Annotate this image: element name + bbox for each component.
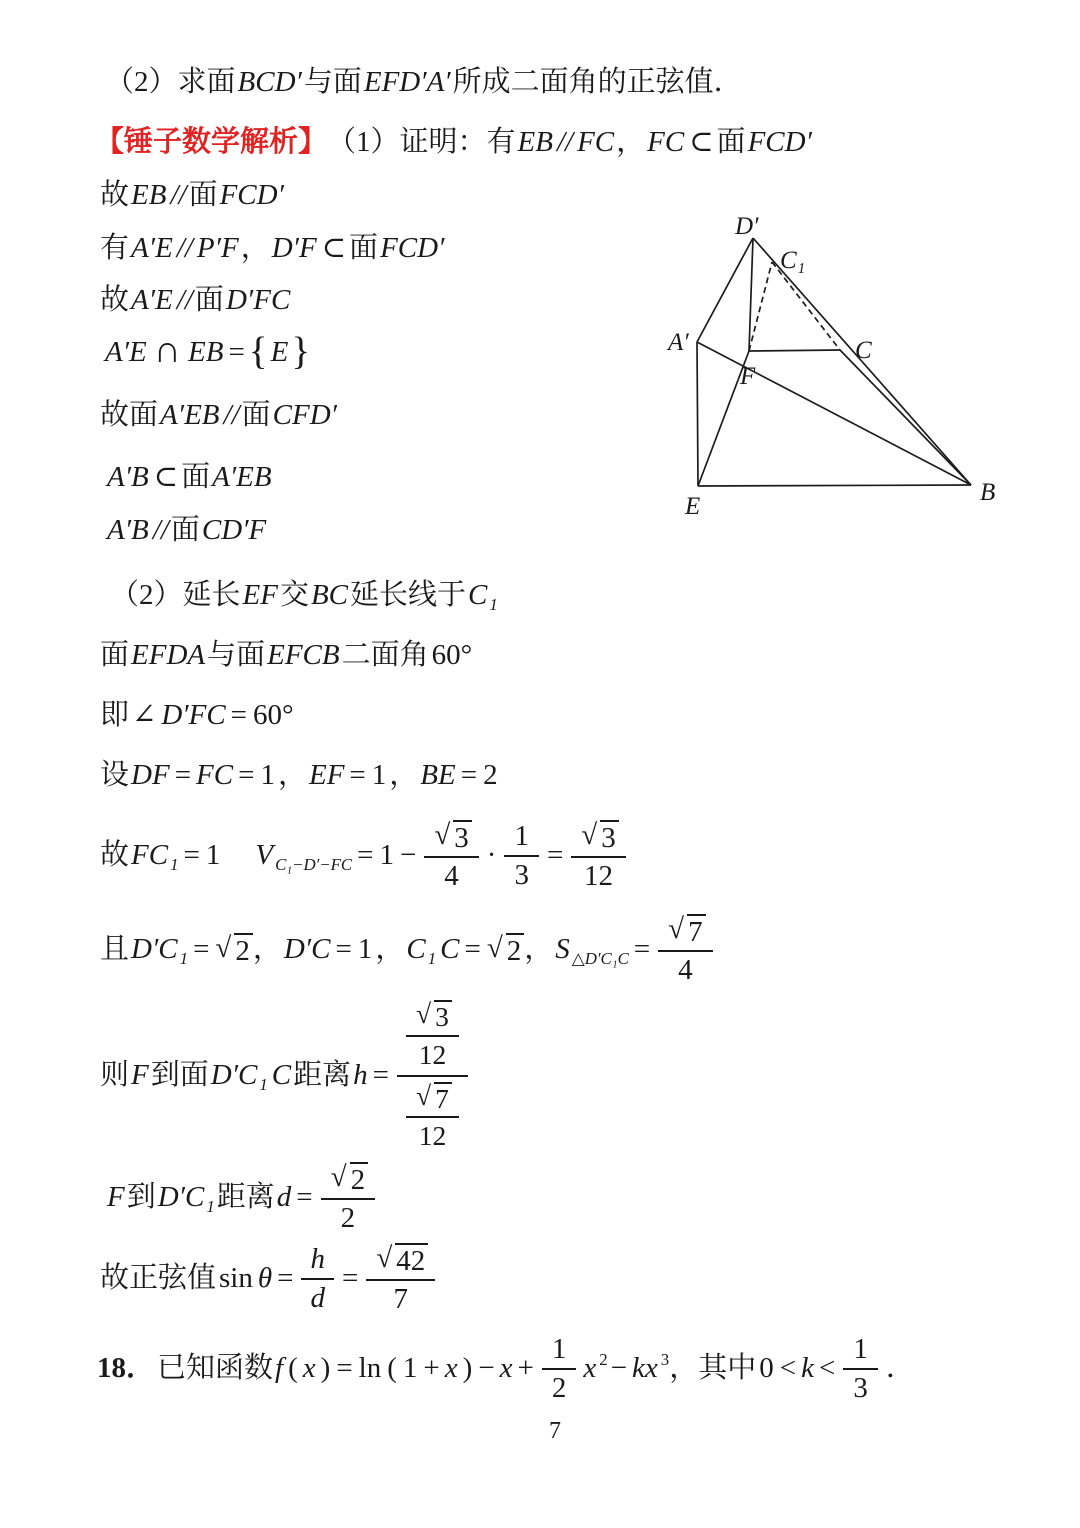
token-cn: 故正弦值 bbox=[100, 1262, 217, 1295]
vertex-label-c: C bbox=[855, 337, 872, 364]
token-rm: = bbox=[349, 759, 366, 792]
token-cn: ， bbox=[524, 933, 554, 966]
token-frac bbox=[366, 1243, 435, 1316]
token-rm: ⊂ bbox=[153, 461, 179, 494]
proof-line-intersection bbox=[103, 327, 311, 379]
token-cn: 面 bbox=[100, 639, 130, 672]
token-sub: 1 bbox=[489, 595, 498, 615]
token-rm: = bbox=[277, 1262, 294, 1295]
token-it: kx bbox=[632, 1352, 658, 1385]
token-rm: + bbox=[423, 1352, 440, 1385]
token-frac bbox=[658, 914, 712, 987]
token-cn: 面 bbox=[349, 232, 379, 265]
token-rm: 12 bbox=[418, 1120, 447, 1152]
token-it: f bbox=[275, 1352, 284, 1385]
token-rm: + bbox=[517, 1352, 534, 1385]
token-sub: 1 bbox=[259, 1074, 268, 1094]
token-it: CD′F bbox=[201, 514, 267, 547]
token-sup: 3 bbox=[660, 1350, 670, 1370]
token-cn: 故 bbox=[100, 284, 130, 317]
token-it: D′C bbox=[210, 1058, 258, 1091]
token-rm: = bbox=[335, 933, 352, 966]
token-cn: ， bbox=[240, 232, 270, 265]
token-sqrt: √ 2 bbox=[328, 1162, 368, 1195]
token-rm: 2 bbox=[483, 759, 498, 792]
proof-line-plane-parallel bbox=[100, 395, 339, 437]
token-it: D′C bbox=[283, 933, 331, 966]
token-rm: 12 bbox=[584, 860, 613, 893]
token-rm: 0 bbox=[759, 1352, 774, 1385]
vertex-label-d-prime: D′ bbox=[735, 213, 759, 240]
token-sqrt: √ 7 bbox=[413, 1082, 452, 1114]
token-cn: 面 bbox=[170, 514, 200, 547]
token-it: A′EB bbox=[212, 461, 272, 494]
token-it: d bbox=[310, 1282, 325, 1314]
token-it: D′C bbox=[131, 933, 178, 966]
token-rm: = bbox=[633, 933, 651, 966]
part2-extend-line bbox=[110, 572, 500, 620]
token-frac bbox=[542, 1334, 577, 1405]
token-rm: − bbox=[610, 1352, 628, 1385]
token-cn: 交 bbox=[279, 579, 309, 612]
token-it: EFCB bbox=[267, 639, 340, 672]
token-it: EB bbox=[188, 336, 224, 369]
token-rm: 2 bbox=[551, 1372, 567, 1404]
token-brc: } bbox=[291, 329, 311, 373]
token-rm: ( bbox=[288, 1352, 298, 1385]
token-it: EB bbox=[131, 179, 167, 212]
token-rm: = bbox=[174, 759, 192, 792]
token-frac bbox=[504, 821, 539, 892]
token-rm: ( bbox=[387, 1352, 397, 1385]
token-rm: 4 bbox=[444, 860, 459, 893]
token-rm: = bbox=[193, 933, 210, 966]
token-cn: 即 bbox=[100, 699, 130, 732]
token-cn: 所成二面角的正弦值． bbox=[452, 65, 743, 98]
token-it: // bbox=[223, 399, 240, 432]
token-it: // bbox=[176, 284, 193, 317]
token-cn: 设 bbox=[100, 759, 130, 792]
token-rm: 60° bbox=[431, 639, 473, 672]
token-it: BE bbox=[420, 759, 456, 792]
token-it: C bbox=[406, 933, 426, 966]
token-it: S bbox=[555, 933, 570, 966]
token-rm: sin bbox=[219, 1262, 253, 1295]
token-frac bbox=[843, 1334, 878, 1405]
token-sqrt: √ 42 bbox=[373, 1243, 428, 1276]
token-it: h bbox=[310, 1242, 325, 1275]
token-rm: 7 bbox=[393, 1283, 409, 1316]
part2-assign-lengths bbox=[100, 755, 501, 797]
token-frac bbox=[406, 1079, 459, 1152]
token-it: EF bbox=[308, 759, 345, 792]
token-cn: ， bbox=[252, 933, 282, 966]
token-it: A′E bbox=[131, 284, 173, 317]
token-rm: 1 bbox=[379, 839, 394, 872]
part2-angle-dfc bbox=[100, 695, 297, 737]
proof-line-ab-parallel bbox=[105, 510, 268, 552]
token-it: A′B bbox=[107, 514, 149, 547]
problem-part2-statement bbox=[105, 60, 743, 105]
token-it: EF bbox=[242, 579, 278, 612]
token-rm: ) bbox=[320, 1352, 331, 1385]
token-rm: = bbox=[546, 839, 564, 872]
token-cn: 且 bbox=[100, 933, 130, 966]
token-it: h bbox=[353, 1058, 368, 1091]
token-it: // bbox=[170, 179, 187, 212]
edge-f-c bbox=[749, 350, 840, 351]
part2-lengths-area-line bbox=[100, 905, 718, 995]
token-cn: 故 bbox=[100, 179, 130, 212]
token-it: // bbox=[152, 514, 169, 547]
token-rm: ． bbox=[885, 1352, 915, 1385]
token-cn: 到 bbox=[126, 1181, 156, 1214]
token-it: A′E bbox=[105, 336, 147, 369]
token-rm: 1 bbox=[205, 839, 221, 872]
part2-distance-h-line bbox=[100, 997, 473, 1152]
token-sqrt: √ 3 bbox=[413, 1000, 452, 1032]
token-frac bbox=[424, 820, 478, 893]
token-rm: 1 bbox=[260, 759, 275, 792]
token-it: FCD′ bbox=[219, 179, 284, 212]
token-cn: 与面 bbox=[207, 639, 266, 672]
token-red: 【锤子数学解析】 bbox=[95, 125, 328, 158]
token-cn: ， bbox=[277, 759, 307, 792]
token-rm: 3 bbox=[514, 859, 529, 891]
token-sub: 1 bbox=[170, 855, 179, 875]
token-it: DF bbox=[131, 759, 170, 792]
vertex-label-b: B bbox=[980, 479, 996, 506]
token-frac bbox=[321, 1162, 375, 1235]
token-rm: = bbox=[464, 933, 481, 966]
token-rm: = bbox=[230, 699, 248, 732]
token-it: FC bbox=[647, 125, 685, 158]
token-rm: 1 bbox=[371, 759, 387, 792]
analysis-header-line bbox=[95, 120, 814, 165]
token-cn: 面 bbox=[241, 399, 271, 432]
edge-c-b bbox=[840, 350, 971, 485]
token-rm: 3 bbox=[853, 1372, 868, 1404]
token-it: F bbox=[131, 1058, 149, 1091]
token-it: FC bbox=[196, 759, 234, 792]
figure-edges bbox=[697, 238, 971, 486]
token-cn: 二面角 bbox=[341, 639, 429, 672]
token-it: x bbox=[302, 1352, 316, 1385]
token-it: F bbox=[107, 1181, 125, 1214]
vertex-label-c1: C₁ bbox=[780, 247, 806, 274]
part2-distance-d-line bbox=[105, 1158, 380, 1238]
token-cn: 面 bbox=[194, 284, 224, 317]
token-cn: 延长线于 bbox=[350, 579, 467, 612]
token-it: C bbox=[271, 1058, 292, 1091]
edge-aprime-e bbox=[697, 342, 698, 486]
token-sqrt: √ 2 bbox=[484, 933, 524, 966]
token-it: CFD′ bbox=[272, 399, 337, 432]
geometry-figure bbox=[640, 198, 1060, 533]
token-it: E bbox=[270, 336, 289, 369]
token-rm: = bbox=[296, 1181, 313, 1214]
proof-line-ae-parallel bbox=[100, 228, 446, 270]
edge-c1-c-dashed bbox=[772, 262, 840, 350]
token-cn: ，其中 bbox=[669, 1352, 757, 1385]
token-it: D′FC bbox=[225, 284, 291, 317]
token-sub: 1 bbox=[427, 949, 437, 969]
token-cn: 到面 bbox=[150, 1058, 209, 1091]
part2-dihedral-60 bbox=[100, 635, 475, 677]
problem-18-statement bbox=[95, 1330, 918, 1408]
token-it: x bbox=[583, 1352, 597, 1385]
token-rm: = bbox=[228, 336, 245, 369]
token-rm: < bbox=[779, 1352, 797, 1385]
token-frac bbox=[571, 820, 625, 893]
edge-dprime-aprime bbox=[697, 238, 753, 342]
token-sub: 1 bbox=[179, 949, 189, 969]
token-rm: · bbox=[486, 839, 497, 872]
token-rm: ln bbox=[358, 1352, 382, 1385]
token-cn: 有 bbox=[100, 232, 130, 265]
token-it: x bbox=[444, 1352, 458, 1385]
token-sqrt: √ 2 bbox=[212, 933, 252, 966]
token-cn: （2）求面 bbox=[105, 65, 236, 98]
token-rm: − bbox=[478, 1352, 495, 1385]
token-it: EFD′A′ bbox=[363, 65, 451, 98]
page-number: 7 bbox=[549, 1418, 561, 1444]
token-it: A′E bbox=[131, 232, 173, 265]
token-rm: ) bbox=[462, 1352, 473, 1385]
token-frac bbox=[301, 1244, 334, 1315]
token-cn: （2）延长 bbox=[110, 579, 241, 612]
token-rm: 1 bbox=[551, 1332, 567, 1365]
token-sup: 2 bbox=[599, 1350, 608, 1370]
token-sub: △D′C₁C bbox=[571, 949, 629, 969]
token-cn: 故 bbox=[100, 839, 130, 872]
figure-labels bbox=[666, 213, 995, 520]
token-rm: 1 bbox=[357, 933, 373, 966]
token-sqrt: √ 3 bbox=[431, 820, 471, 853]
token-rm: 60° bbox=[253, 699, 294, 732]
token-it: // bbox=[556, 125, 574, 158]
token-it: BCD′ bbox=[237, 65, 302, 98]
token-bd: 18． bbox=[97, 1352, 156, 1385]
token-cn: ， bbox=[375, 933, 405, 966]
token-rm: − bbox=[399, 839, 417, 872]
token-rm: = bbox=[336, 1352, 353, 1385]
token-it: EFDA bbox=[131, 639, 206, 672]
token-it: P′F bbox=[196, 232, 239, 265]
token-it: d bbox=[276, 1181, 292, 1214]
vertex-label-e: E bbox=[685, 493, 701, 520]
token-sub: 1 bbox=[206, 1197, 215, 1217]
vertex-label-f: F bbox=[740, 363, 756, 390]
token-cn: 与面 bbox=[303, 65, 362, 98]
token-sqrt: √ 7 bbox=[665, 914, 705, 947]
token-cn: 面 bbox=[188, 179, 218, 212]
token-cn: 则 bbox=[100, 1058, 130, 1091]
edge-aprime-b bbox=[697, 342, 971, 485]
token-cn: 距离 bbox=[216, 1181, 275, 1214]
part2-volume-line bbox=[100, 812, 631, 900]
token-it: D′F bbox=[271, 232, 317, 265]
token-frac bbox=[406, 997, 459, 1070]
token-rm: 12 bbox=[418, 1038, 447, 1070]
token-rm: 1 bbox=[853, 1332, 868, 1365]
token-it: D′C bbox=[157, 1181, 205, 1214]
token-it: x bbox=[499, 1352, 513, 1385]
token-it: V bbox=[255, 839, 274, 872]
token-rm: 1 bbox=[402, 1352, 418, 1385]
token-it: // bbox=[176, 232, 193, 265]
token-rm: ∠ bbox=[132, 699, 157, 732]
token-it: BC bbox=[310, 579, 349, 612]
token-cn: 距离 bbox=[293, 1058, 352, 1091]
token-cn: 面 bbox=[716, 125, 746, 158]
token-cn: （1）证明：有 bbox=[327, 125, 516, 158]
token-rm: ⊂ bbox=[321, 232, 347, 265]
token-it: C bbox=[440, 933, 460, 966]
proof-line-ae-plane bbox=[100, 280, 292, 322]
token-cn: ， bbox=[389, 759, 419, 792]
token-rm: 2 bbox=[340, 1202, 356, 1235]
token-it: A′B bbox=[107, 461, 149, 494]
token-rm: 1 bbox=[514, 819, 529, 852]
token-rm: = bbox=[341, 1262, 359, 1295]
token-rm: = bbox=[238, 759, 255, 792]
token-rm: = bbox=[357, 839, 374, 872]
token-cap: ∩ bbox=[153, 329, 181, 372]
token-cn: 故面 bbox=[100, 399, 159, 432]
token-it: C bbox=[468, 579, 488, 612]
token-rm: = bbox=[372, 1058, 390, 1091]
token-it: FCD′ bbox=[747, 125, 812, 158]
token-it: A′EB bbox=[160, 399, 220, 432]
token-brc: { bbox=[248, 329, 268, 373]
token-it: k bbox=[801, 1352, 814, 1385]
proof-line-ab-subset bbox=[105, 457, 274, 499]
edge-dprime-f bbox=[749, 238, 753, 351]
token-cn: 已知函数 bbox=[157, 1352, 274, 1385]
token-it: EB bbox=[517, 125, 553, 158]
token-sqrt: √ 3 bbox=[578, 820, 618, 853]
token-cn: 面 bbox=[181, 461, 211, 494]
token-rm: ⊂ bbox=[689, 125, 714, 158]
vertex-label-a-prime: A′ bbox=[668, 329, 689, 356]
proof-line-eb-parallel bbox=[100, 175, 286, 217]
token-cn: ， bbox=[616, 125, 646, 158]
token-rm: = bbox=[460, 759, 478, 792]
token-rm: = bbox=[183, 839, 200, 872]
token-it: FC bbox=[577, 125, 615, 158]
token-it: D′FC bbox=[161, 699, 226, 732]
edge-e-b bbox=[698, 485, 971, 486]
part2-sine-result-line bbox=[100, 1240, 440, 1318]
token-rm: < bbox=[818, 1352, 836, 1385]
token-it: FCD′ bbox=[380, 232, 445, 265]
token-rm: 4 bbox=[678, 954, 693, 987]
token-it: FC bbox=[131, 839, 169, 872]
token-frac bbox=[397, 998, 468, 1153]
token-it: θ bbox=[257, 1262, 273, 1295]
token-sub: C₁−D′−FC bbox=[275, 855, 353, 875]
